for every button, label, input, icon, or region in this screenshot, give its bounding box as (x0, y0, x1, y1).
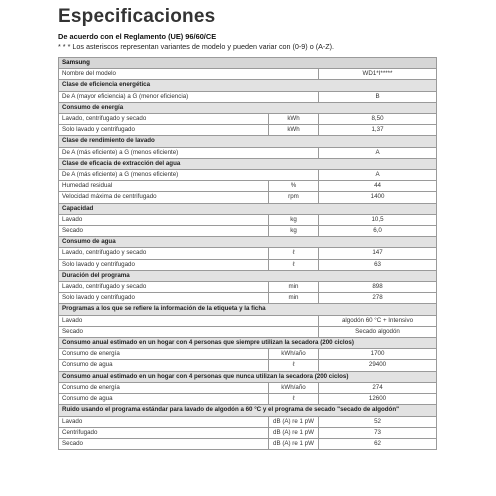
table-row (59, 226, 437, 237)
spec-table-body (59, 58, 437, 450)
row-value: 6,0 (319, 226, 437, 237)
table-row (59, 394, 437, 405)
row-label: Centrifugado (59, 427, 269, 438)
row-label: Secado (59, 326, 319, 337)
brand-name: Samsung (59, 58, 437, 69)
section-header-row (59, 304, 437, 315)
section-header: Clase de rendimiento de lavado (59, 136, 437, 147)
row-label: De A (mayor eficiencia) a G (menor eficiencia) (59, 91, 319, 102)
table-row (59, 114, 437, 125)
table-row (59, 214, 437, 225)
section-header-row (59, 270, 437, 281)
row-value: 12600 (319, 394, 437, 405)
section-header: Programas a los que se refiere la información de la etiqueta y la ficha (59, 304, 437, 315)
table-row (59, 248, 437, 259)
row-label: Secado (59, 226, 269, 237)
row-value: 1,37 (319, 125, 437, 136)
section-header-row (59, 158, 437, 169)
table-row (59, 91, 437, 102)
table-row (59, 69, 437, 80)
section-header: Clase de eficiencia energética (59, 80, 437, 91)
row-label: Solo lavado y centrifugado (59, 259, 269, 270)
row-unit: dB (A) re 1 pW (269, 416, 319, 427)
section-header-row (59, 405, 437, 416)
row-label: Solo lavado y centrifugado (59, 293, 269, 304)
row-value: 274 (319, 382, 437, 393)
row-value: 73 (319, 427, 437, 438)
section-header: Ruido usando el programa estándar para lavado de algodón a 60 °C y el programa de secado "secado de algodón" (59, 405, 437, 416)
section-header-row (59, 338, 437, 349)
table-row (59, 382, 437, 393)
section-header: Consumo de agua (59, 237, 437, 248)
row-unit: min (269, 282, 319, 293)
row-value: Secado algodón (319, 326, 437, 337)
row-value: 278 (319, 293, 437, 304)
row-label: Consumo de agua (59, 360, 269, 371)
row-value: 52 (319, 416, 437, 427)
table-row (59, 349, 437, 360)
page-title: Especificaciones (58, 6, 216, 27)
row-unit: kWh/año (269, 382, 319, 393)
row-value: 29400 (319, 360, 437, 371)
row-label: Consumo de energía (59, 382, 269, 393)
section-header: Capacidad (59, 203, 437, 214)
table-row (59, 416, 437, 427)
brand-row (59, 58, 437, 69)
row-unit: kWh (269, 114, 319, 125)
row-label: Lavado (59, 416, 269, 427)
row-unit: ℓ (269, 394, 319, 405)
section-header-row (59, 371, 437, 382)
row-value: 62 (319, 438, 437, 449)
row-label: Consumo de energía (59, 349, 269, 360)
row-value: 8,50 (319, 114, 437, 125)
row-value: 10,5 (319, 214, 437, 225)
row-label: Secado (59, 438, 269, 449)
section-header: Consumo anual estimado en un hogar con 4 personas que nunca utilizan la secadora (200 ciclos) (59, 371, 437, 382)
row-unit: kWh/año (269, 349, 319, 360)
section-header: Consumo de energía (59, 102, 437, 113)
table-row (59, 427, 437, 438)
row-label: Humedad residual (59, 181, 269, 192)
row-label: Lavado (59, 214, 269, 225)
table-row (59, 315, 437, 326)
row-value: WD1*I***** (319, 69, 437, 80)
row-label: Lavado (59, 315, 319, 326)
table-row (59, 181, 437, 192)
row-unit: ℓ (269, 248, 319, 259)
section-header-row (59, 203, 437, 214)
row-unit: dB (A) re 1 pW (269, 438, 319, 449)
row-unit: min (269, 293, 319, 304)
table-row (59, 259, 437, 270)
row-label: Lavado, centrifugado y secado (59, 282, 269, 293)
row-unit: ℓ (269, 360, 319, 371)
row-unit: kg (269, 214, 319, 225)
section-header: Clase de eficacia de extracción del agua (59, 158, 437, 169)
section-header: Duración del programa (59, 270, 437, 281)
row-value: 63 (319, 259, 437, 270)
row-label: Velocidad máxima de centrifugado (59, 192, 269, 203)
table-row (59, 293, 437, 304)
row-label: Solo lavado y centrifugado (59, 125, 269, 136)
row-unit: rpm (269, 192, 319, 203)
row-value: B (319, 91, 437, 102)
regulation-subtitle: De acuerdo con el Reglamento (UE) 96/60/CE (58, 32, 217, 41)
spec-table (58, 57, 437, 450)
table-row (59, 360, 437, 371)
table-row (59, 326, 437, 337)
row-label: De A (más eficiente) a G (menos eficiente) (59, 170, 319, 181)
row-value: algodón 60 °C + Intensivo (319, 315, 437, 326)
section-header-row (59, 80, 437, 91)
row-label: Consumo de agua (59, 394, 269, 405)
row-value: A (319, 147, 437, 158)
row-unit: kg (269, 226, 319, 237)
table-row (59, 282, 437, 293)
table-row (59, 147, 437, 158)
row-label: Lavado, centrifugado y secado (59, 248, 269, 259)
section-header-row (59, 136, 437, 147)
row-value: 1400 (319, 192, 437, 203)
row-value: A (319, 170, 437, 181)
row-unit: dB (A) re 1 pW (269, 427, 319, 438)
asterisk-note: * * * Los asteriscos representan variantes de modelo y pueden variar con (0-9) o (A-Z). (58, 42, 335, 51)
table-row (59, 192, 437, 203)
row-unit: kWh (269, 125, 319, 136)
row-value: 898 (319, 282, 437, 293)
row-label: De A (más eficiente) a G (menos eficiente) (59, 147, 319, 158)
row-label: Lavado, centrifugado y secado (59, 114, 269, 125)
row-value: 1700 (319, 349, 437, 360)
table-row (59, 170, 437, 181)
row-value: 147 (319, 248, 437, 259)
row-value: 44 (319, 181, 437, 192)
section-header-row (59, 102, 437, 113)
table-row (59, 438, 437, 449)
row-unit: ℓ (269, 259, 319, 270)
section-header-row (59, 237, 437, 248)
section-header: Consumo anual estimado en un hogar con 4 personas que siempre utilizan la secadora (200 ciclos) (59, 338, 437, 349)
table-row (59, 125, 437, 136)
row-label: Nombre del modelo (59, 69, 319, 80)
row-unit: % (269, 181, 319, 192)
